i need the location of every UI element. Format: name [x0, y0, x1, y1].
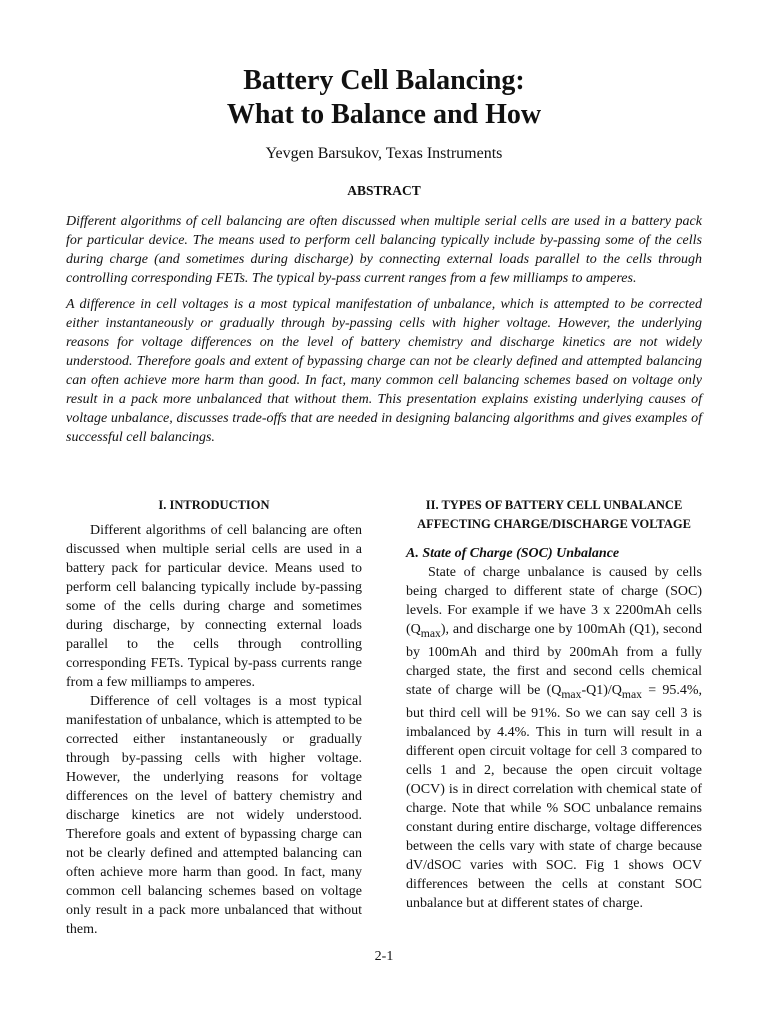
subsection-a-heading: A. State of Charge (SOC) Unbalance	[406, 546, 620, 561]
para-text-part-4: = 95.4%, but third cell will be 91%. So we can say cell 3 is imbalanced by 4.4%. This in turn will result in a different open circuit voltage for cell 3 compared to cells 1 and 2, because the open circuit voltage (OCV) is in direct correlation with chemical state of charge. Note that while % SOC unbalance remains constant during entire discharge, voltage differences between the cells vary with state of charge because dV/dSOC varies with SOC. Fig 1 shows OCV differences between the cells at constant SOC unbalance but at different states of charge.	[406, 682, 702, 911]
paper-title	[0, 64, 768, 132]
para-text-part-3: -Q1)/Q	[581, 682, 622, 698]
subscript-max-2: max	[561, 687, 582, 701]
para-text-part-2: ), and discharge one by 100mAh (Q1), second by 100mAh and third by 200mAh from a fully charged state, the first and second cells chemical state of charge will be (Q	[406, 622, 702, 698]
abstract-paragraph-1: Different algorithms of cell balancing are often discussed when multiple serial cells are used in a battery pack for particular device. The means used to perform cell balancing typically include by-passing some of the cells during charge (and sometimes during discharge) by connecting external loads parallel to the cells through controlling corresponding FETs. The typical by-pass current ranges from a few milliamps to amperes.	[66, 214, 702, 286]
abstract-paragraph-2: A difference in cell voltages is a most typical manifestation of unbalance, which is attempted to be corrected either instantaneously or gradually through by-passing cells with higher voltage. However, the underlying reasons for voltage differences on the level of battery chemistry and discharge kinetics are not widely understood. Therefore goals and extent of bypassing charge can not be clearly defined and attempted balancing can often achieve more harm than good. In fact, many common cell balancing schemes based on voltage only result in a pack more unbalanced that without them. This presentation explains existing underlying causes of voltage unbalance, discusses trade-offs that are needed in designing balancing algorithms and gives examples of successful cell balancings.	[66, 297, 702, 445]
para-text-part-1: State of charge unbalance is caused by cells being charged to different state of charge (SOC) levels. For example if we have 3 x 2200mAh cells (Q	[406, 565, 702, 637]
section-2-heading-line-2: AFFECTING CHARGE/DISCHARGE VOLTAGE	[417, 517, 691, 531]
subscript-max-1: max	[420, 626, 441, 640]
left-column	[66, 496, 362, 939]
section-1-heading: I. INTRODUCTION	[158, 498, 270, 512]
author-line: Yevgen Barsukov, Texas Instruments	[265, 145, 503, 162]
section-1-paragraph-1: Different algorithms of cell balancing are often discussed when multiple serial cells are used in a battery pack for particular device. Means used to perform cell balancing typically include by-passing some of the cells during charge and sometimes during discharge, by connecting external loads parallel to the cells through controlling corresponding FETs. Typical by-pass currents range from a few milliamps to amperes.	[66, 523, 362, 690]
subscript-max-3: max	[621, 687, 642, 701]
section-2-paragraph-1	[406, 563, 702, 913]
page-number: 2-1	[374, 949, 394, 964]
title-line-2: What to Balance and How	[226, 99, 542, 130]
section-2-heading	[406, 496, 702, 534]
abstract	[66, 212, 702, 454]
right-column	[406, 496, 702, 913]
title-line-1: Battery Cell Balancing:	[243, 65, 525, 96]
section-2-heading-line-1: II. TYPES OF BATTERY CELL UNBALANCE	[425, 498, 683, 512]
section-1-paragraph-2: Difference of cell voltages is a most typical manifestation of unbalance, which is attempted to be corrected either instantaneously or gradually through by-passing cells with higher voltage. However, the underlying reasons for voltage differences on the level of battery chemistry and discharge kinetics are not widely understood. Therefore goals and extent of bypassing charge can not be clearly defined and attempted balancing can often achieve more harm than good. In fact, many common cell balancing schemes based on voltage only result in a pack more unbalanced that without them.	[66, 694, 362, 937]
abstract-heading: ABSTRACT	[347, 183, 421, 198]
